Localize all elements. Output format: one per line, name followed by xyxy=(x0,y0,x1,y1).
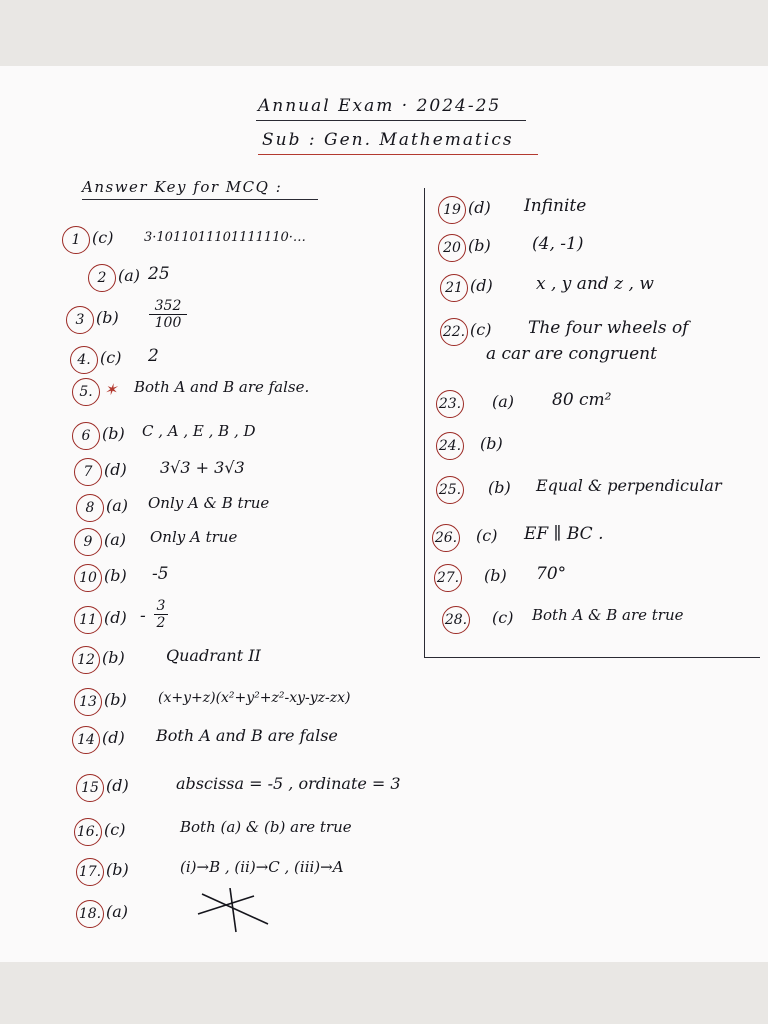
exam-title-underline xyxy=(256,120,526,121)
answer-sheet xyxy=(0,66,768,962)
answer: Only A & B true xyxy=(148,494,270,512)
answer: C , A , E , B , D xyxy=(142,422,256,440)
answer: 70° xyxy=(536,564,567,584)
question-number: 4. xyxy=(70,346,98,374)
answer-key-underline xyxy=(82,199,318,200)
answer: -5 xyxy=(152,564,169,584)
option: (c) xyxy=(100,348,122,367)
option: (c) xyxy=(104,820,126,839)
answer: Both A and B are false. xyxy=(134,378,310,396)
option: (d) xyxy=(106,776,129,795)
option: (b) xyxy=(104,690,127,709)
option: (a) xyxy=(492,392,515,411)
answer: (i)→B , (ii)→C , (iii)→A xyxy=(180,858,344,876)
answer: Equal & perpendicular xyxy=(536,476,722,495)
question-number: 13 xyxy=(74,688,102,716)
answer: 25 xyxy=(148,264,170,284)
answer: Both (a) & (b) are true xyxy=(180,818,352,836)
question-number: 25. xyxy=(436,476,464,504)
answer: Quadrant II xyxy=(166,646,261,665)
option: (a) xyxy=(106,902,129,921)
question-number: 16. xyxy=(74,818,102,846)
fraction-numerator: 3 xyxy=(156,598,166,614)
option: (b) xyxy=(484,566,507,585)
answer: 3√3 + 3√3 xyxy=(160,458,245,477)
option: (a) xyxy=(104,530,127,549)
question-number: 23. xyxy=(436,390,464,418)
option: (b) xyxy=(102,648,125,667)
answer: Both A and B are false xyxy=(156,726,338,745)
option: (a) xyxy=(106,496,129,515)
option: (b) xyxy=(96,308,119,327)
crossed-lines-sketch xyxy=(194,888,274,934)
question-number: 5. xyxy=(72,378,100,406)
option: (b) xyxy=(488,478,511,497)
subject-title: Sub : Gen. Mathematics xyxy=(262,130,514,150)
option: (b) xyxy=(104,566,127,585)
sketch-line-3 xyxy=(230,888,236,932)
question-number: 8 xyxy=(76,494,104,522)
fraction-denominator: 100 xyxy=(154,315,182,331)
cross-mark: ✶ xyxy=(104,380,118,399)
option: (c) xyxy=(492,608,514,627)
answer-key-heading: Answer Key for MCQ : xyxy=(82,178,283,196)
question-number: 28. xyxy=(442,606,470,634)
question-number: 15 xyxy=(76,774,104,802)
question-number: 14 xyxy=(72,726,100,754)
answer: The four wheels of xyxy=(528,318,689,338)
question-number: 17. xyxy=(76,858,104,886)
exam-title: Annual Exam · 2024-25 xyxy=(258,96,502,116)
option: (c) xyxy=(470,320,492,339)
question-number: 26. xyxy=(432,524,460,552)
option: (d) xyxy=(104,460,127,479)
sketch-line-2 xyxy=(198,896,254,914)
question-number: 2 xyxy=(88,264,116,292)
fraction-numerator: 352 xyxy=(154,298,182,314)
option: (d) xyxy=(104,608,127,627)
answer-continued: a car are congruent xyxy=(486,344,657,364)
answer-sign: - xyxy=(140,606,146,626)
option: (b) xyxy=(106,860,129,879)
fraction-answer xyxy=(148,298,188,331)
question-number: 11 xyxy=(74,606,102,634)
answer: abscissa = -5 , ordinate = 3 xyxy=(176,774,401,793)
option: (d) xyxy=(102,728,125,747)
option: (a) xyxy=(118,266,141,285)
question-number: 10 xyxy=(74,564,102,592)
option: (b) xyxy=(468,236,491,255)
question-number: 20 xyxy=(438,234,466,262)
option: (b) xyxy=(102,424,125,443)
question-number: 12 xyxy=(72,646,100,674)
subject-underline xyxy=(258,154,538,155)
answer: Only A true xyxy=(150,528,238,546)
question-number: 21 xyxy=(440,274,468,302)
answer: Infinite xyxy=(524,196,587,216)
fraction-denominator: 2 xyxy=(156,615,166,631)
question-number: 19 xyxy=(438,196,466,224)
question-number: 22. xyxy=(440,318,468,346)
option: (d) xyxy=(468,198,491,217)
answer: 3·1011011101111110·… xyxy=(144,230,306,245)
question-number: 18. xyxy=(76,900,104,928)
question-number: 6 xyxy=(72,422,100,450)
option: (c) xyxy=(476,526,498,545)
question-number: 27. xyxy=(434,564,462,592)
option: (c) xyxy=(92,228,114,247)
answer: (4, -1) xyxy=(532,234,584,254)
question-number: 24. xyxy=(436,432,464,460)
answer: (x+y+z)(x²+y²+z²-xy-yz-zx) xyxy=(158,690,351,706)
option: (d) xyxy=(470,276,493,295)
fraction-answer xyxy=(152,598,170,631)
column-divider xyxy=(424,188,425,658)
question-number: 3 xyxy=(66,306,94,334)
answer: x , y and z , w xyxy=(536,274,654,294)
question-number: 1 xyxy=(62,226,90,254)
question-number: 7 xyxy=(74,458,102,486)
question-number: 9 xyxy=(74,528,102,556)
answer: Both A & B are true xyxy=(532,606,684,624)
option: (b) xyxy=(480,434,503,453)
answer: 2 xyxy=(148,346,159,366)
right-box-bottom xyxy=(424,657,760,658)
answer: EF ∥ BC . xyxy=(524,524,604,544)
answer: 80 cm² xyxy=(552,390,612,410)
